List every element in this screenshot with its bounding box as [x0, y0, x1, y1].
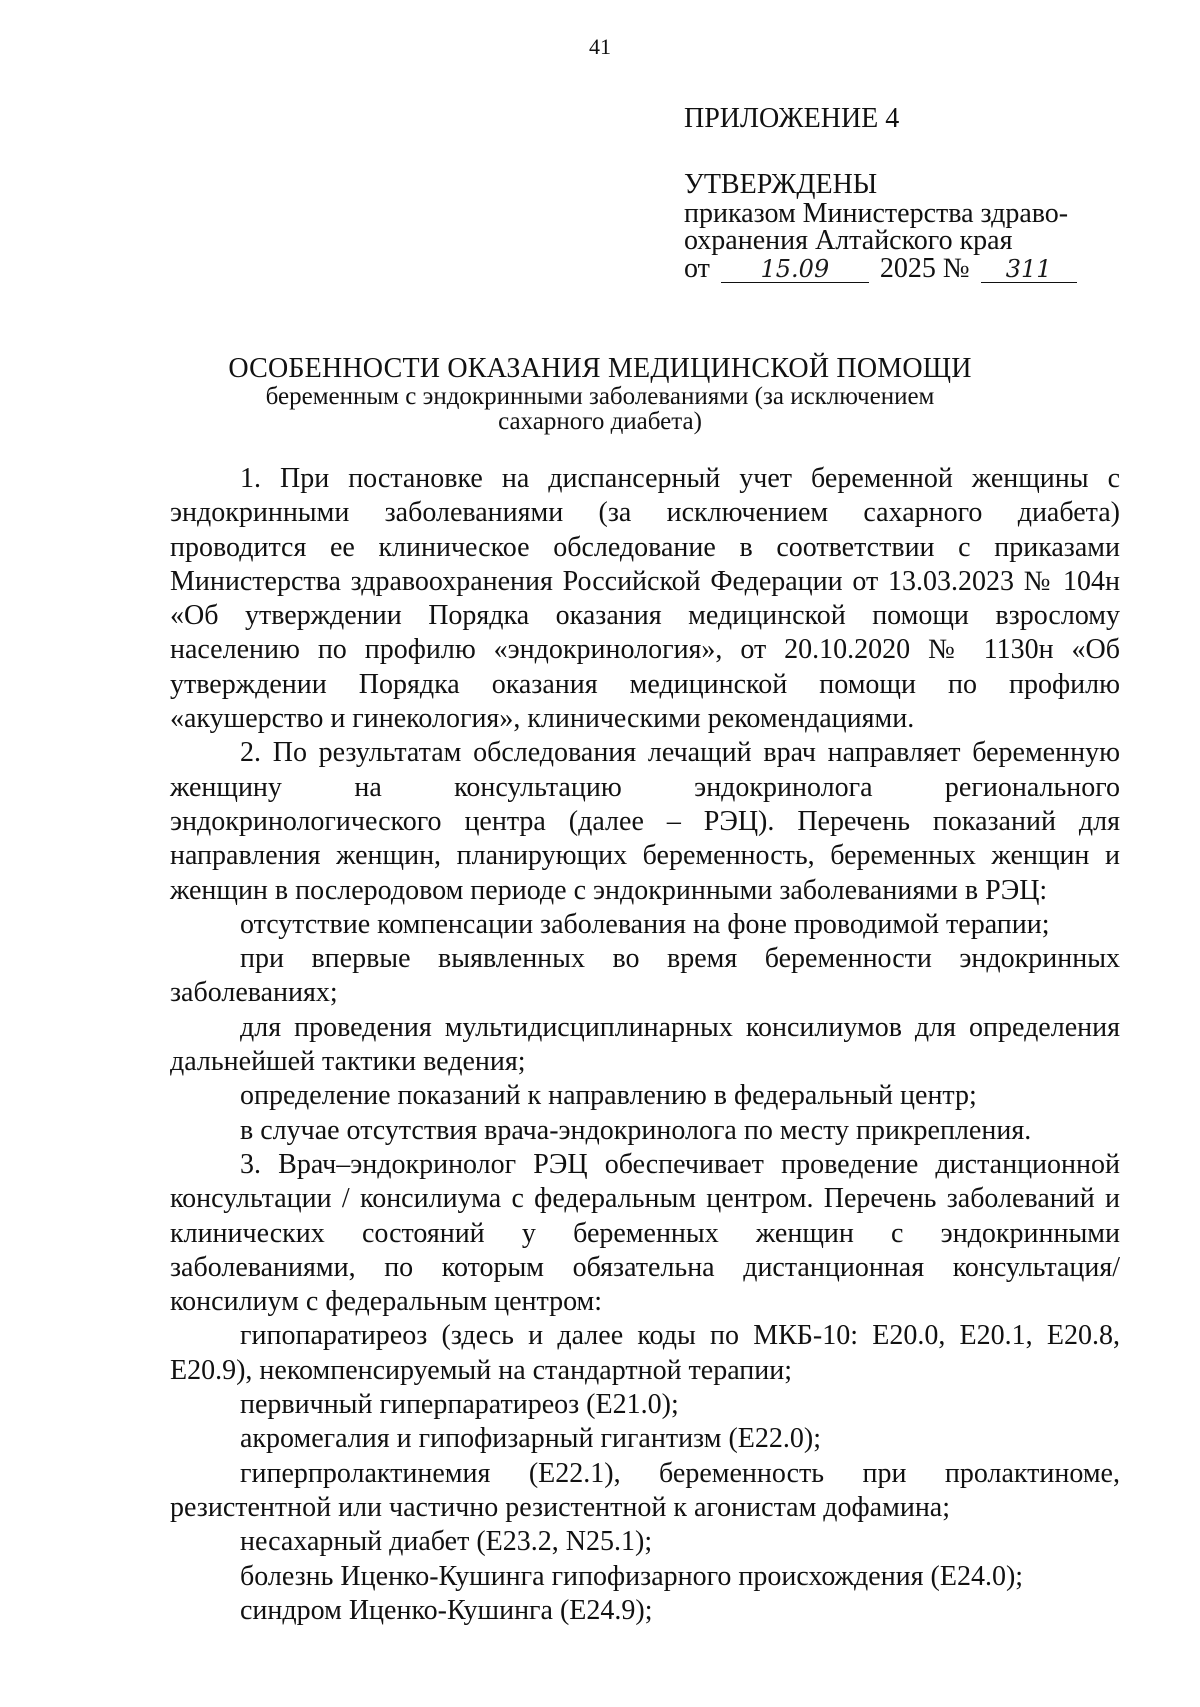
document-title [150, 354, 1050, 434]
title-sub-2: сахарного диабета) [498, 408, 702, 435]
list-item: гипопаратиреоз (здесь и далее коды по МКБ-10: E20.0, E20.1, E20.8, E20.9), некомпенсируемый на стандартной терапии; [170, 1320, 1120, 1386]
list-item: отсутствие компенсации заболевания на фоне проводимой терапии; [240, 908, 1050, 940]
list-item: гиперпролактинемия (E22.1), беременность при пролактиноме, резистентной или частично резистентной к агонистам дофамина; [170, 1457, 1120, 1523]
appendix-label: ПРИЛОЖЕНИЕ 4 [684, 103, 900, 134]
document-body [170, 462, 1120, 1628]
date-prefix: от [684, 253, 710, 284]
handwritten-date: 15.09 [721, 256, 869, 283]
list-item: несахарный диабет (E23.2, N25.1); [240, 1526, 653, 1558]
approval-date-row [684, 254, 1104, 284]
list-item: при впервые выявленных во время беременности эндокринных заболеваниях; [170, 943, 1120, 1009]
approval-line-2: охранения Алтайского края [684, 225, 1013, 256]
approved-label: УТВЕРЖДЕНЫ [684, 169, 878, 200]
approval-block [684, 104, 1104, 284]
page-number: 41 [589, 34, 611, 59]
list-item: для проведения мультидисциплинарных консилиумов для определения дальнейшей тактики ведения; [170, 1011, 1120, 1078]
list-item: определение показаний к направлению в федеральный центр; [240, 1080, 977, 1112]
year-label: 2025 № [879, 253, 970, 284]
paragraph-2: 2. По результатам обследования лечащий врач направляет беременную женщину на консультацию эндокринолога регионального эндокринологического центра (далее – РЭЦ). Перечень показаний для направления женщин, планирующих беременность, беременных женщин и женщин в послеродовом периоде с эндокринными заболеваниями в РЭЦ: [170, 737, 1120, 906]
title-sub-1: беременным с эндокринными заболеваниями (за исключением [265, 383, 935, 410]
handwritten-order-number: 311 [981, 256, 1077, 283]
list-item: первичный гиперпаратиреоз (E21.0); [240, 1389, 679, 1421]
title-main: ОСОБЕННОСТИ ОКАЗАНИЯ МЕДИЦИНСКОЙ ПОМОЩИ [228, 353, 972, 384]
list-item: синдром Иценко-Кушинга (E24.9); [240, 1594, 653, 1626]
list-item: акромегалия и гипофизарный гигантизм (E22.0); [240, 1423, 821, 1455]
approval-line-1: приказом Министерства здраво- [684, 198, 1069, 229]
paragraph-1: 1. При постановке на диспансерный учет беременной женщины с эндокринными заболеваниями (за исключением сахарного диабета) проводится ее клиническое обследование в соответствии с приказами Министерства здравоохранения Российской Федерации от 13.03.2023 № 104н «Об утверждении Порядка оказания медицинской помощи взрослому населению по профилю «эндокринология», от 20.10.2020 № 1130н «Об утверждении Порядка оказания медицинской помощи по профилю «акушерство и гинекология», клиническими рекомендациями. [170, 463, 1120, 735]
paragraph-3: 3. Врач–эндокринолог РЭЦ обеспечивает проведение дистанционной консультации / консилиума с федеральным центром. Перечень заболеваний и клинических состояний у беременных женщин с эндокринными заболеваниями, по которым обязательна дистанционная консультация/консилиум с федеральным центром: [170, 1148, 1120, 1318]
list-item: болезнь Иценко-Кушинга гипофизарного происхождения (E24.0); [240, 1560, 1024, 1592]
list-item: в случае отсутствия врача-эндокринолога по месту прикрепления. [240, 1114, 1032, 1146]
